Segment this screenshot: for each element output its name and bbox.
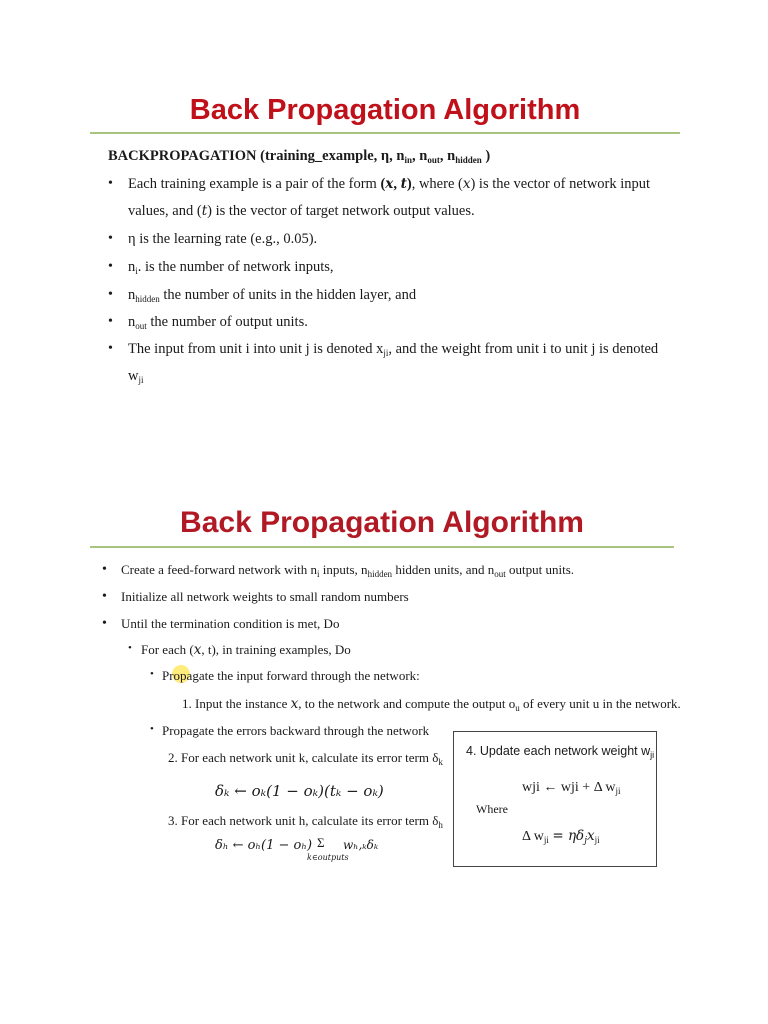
list-item: The input from unit i into unit j is denoted $x_{ji}$, and the weight from unit i to unit j is denoted <box>128 341 659 358</box>
slide-2-title: Back Propagation Algorithm <box>180 506 584 539</box>
sum-symbol: Σ <box>317 835 325 850</box>
bullet-icon: • <box>102 589 107 604</box>
equation-hidden-error-term: wₕ,ₖδₖ <box>343 838 379 852</box>
where-label: Where <box>476 802 508 816</box>
bullet-icon: • <box>150 668 154 680</box>
step-propagate-forward: Propagate the input forward through the network: <box>162 668 420 683</box>
list-item-continued: $w_{ji}$ <box>128 368 144 385</box>
update-rule: wji ← wji + Δ $w_{ji}$ <box>522 780 621 796</box>
step-3: 3. For each network unit h, calculate its error term $\delta_h$ <box>168 813 443 830</box>
bullet-icon: • <box>108 176 113 191</box>
step-propagate-backward: Propagate the errors backward through the network <box>162 723 430 738</box>
box-title: 4. Update each network weight $w_{ji}$ <box>466 744 655 760</box>
bullet-icon: • <box>108 287 113 302</box>
equation-hidden-error: δₕ ← oₕ(1 − oₕ) <box>215 838 313 853</box>
step-for-each: For each (x, t), in training examples, Do <box>141 642 351 658</box>
list-item-continued: values, and (t) is the vector of target network output values. <box>128 203 475 219</box>
slide-1-title: Back Propagation Algorithm <box>189 94 581 126</box>
bullet-icon: • <box>108 314 113 329</box>
title-divider <box>90 132 680 134</box>
step-loop: Until the termination condition is met, Do <box>121 616 340 631</box>
bullet-icon: • <box>102 562 107 577</box>
bullet-icon: • <box>102 616 107 631</box>
bullet-icon: • <box>150 723 154 735</box>
step-2: 2. For each network unit k, calculate its error term $\delta_k$ <box>168 750 443 767</box>
list-item: η is the learning rate (e.g., 0.05). <box>128 231 318 247</box>
title-divider <box>90 546 674 548</box>
list-item: $n_{hidden}$ the number of units in the hidden layer, and <box>128 287 417 304</box>
list-item: $n_{out}$ the number of output units. <box>128 314 308 331</box>
bullet-icon: • <box>108 259 113 274</box>
bullet-icon: • <box>108 231 113 246</box>
list-item: $n_i$. is the number of network inputs, <box>128 259 334 276</box>
bullet-icon: • <box>128 642 132 654</box>
step-1: 1. Input the instance x, to the network and compute the output $o_u$ of every unit u in the network. <box>182 696 681 713</box>
list-item: Each training example is a pair of the form (x, t), where (x) is the vector of network input <box>128 176 651 192</box>
sum-subscript: k∈outputs <box>307 853 349 862</box>
bullet-icon: • <box>108 341 113 356</box>
weight-update-box <box>453 731 657 867</box>
step-initialize: Initialize all network weights to small random numbers <box>121 589 409 604</box>
step-create-network: Create a feed-forward network with $n_i$ inputs, $n_{hidden}$ hidden units, and $n_{out}$ output units. <box>121 562 575 579</box>
slide-2 <box>90 498 681 870</box>
equation-output-error: δₖ ← oₖ(1 − oₖ)(tₖ − oₖ) <box>215 782 384 800</box>
delta-rule: Δ $w_{ji} = \eta\delta_jx_{ji}$ <box>522 828 600 846</box>
function-signature: BACKPROPAGATION (training_example, η, $n_{in}$, $n_{out}$, $n_{hidden}$ ) <box>108 148 491 165</box>
slide-1 <box>90 92 680 400</box>
